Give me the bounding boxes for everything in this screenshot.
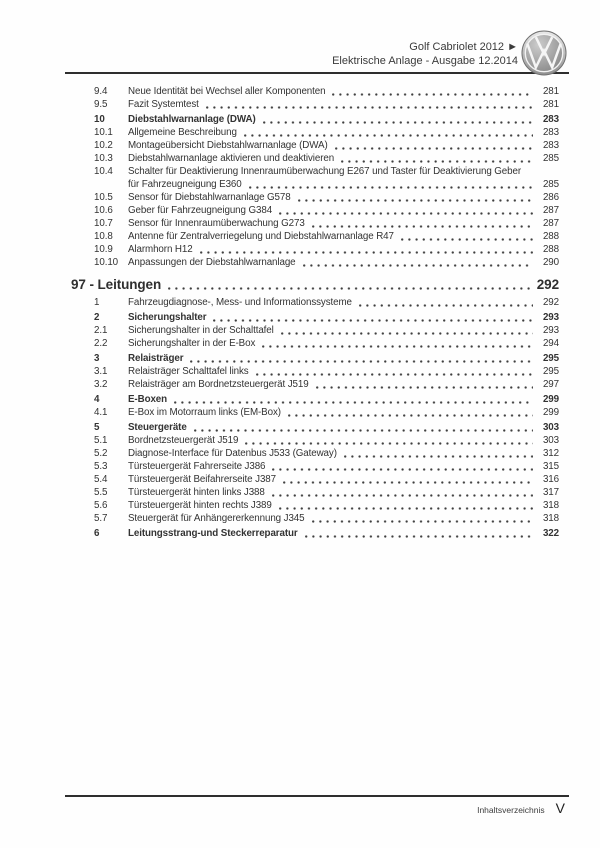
page-number: 287 bbox=[542, 218, 559, 229]
entry-number: 10.3 bbox=[94, 153, 113, 164]
dot-leader bbox=[263, 121, 533, 124]
entry-body bbox=[128, 527, 559, 540]
dot-leader bbox=[288, 414, 533, 417]
entry-number: 5 bbox=[94, 422, 100, 433]
toc-entry bbox=[65, 393, 570, 406]
entry-body bbox=[128, 126, 559, 139]
entry-number: 9.4 bbox=[94, 86, 108, 97]
entry-body bbox=[128, 217, 559, 230]
entry-title: Sensor für Diebstahlwarnanlage G578 bbox=[128, 192, 291, 203]
toc-entry bbox=[65, 460, 570, 473]
toc-entry bbox=[65, 447, 570, 460]
page-number: 303 bbox=[542, 435, 559, 446]
entry-number: 3.2 bbox=[94, 379, 108, 390]
entry-title: Türsteuergerät Beifahrerseite J387 bbox=[128, 474, 276, 485]
entry-body bbox=[128, 139, 559, 152]
entry-body bbox=[128, 406, 559, 419]
dot-leader bbox=[194, 429, 533, 432]
toc-entry bbox=[65, 337, 570, 350]
toc-entry bbox=[65, 406, 570, 419]
page-number: 292 bbox=[536, 277, 559, 292]
dot-leader bbox=[279, 507, 533, 510]
entry-number: 6 bbox=[94, 528, 100, 539]
page-number: 283 bbox=[542, 127, 559, 138]
page-number: 295 bbox=[542, 353, 559, 364]
dot-leader bbox=[200, 251, 533, 254]
dot-leader bbox=[341, 160, 533, 163]
toc-entry bbox=[65, 113, 570, 126]
toc-entry bbox=[65, 486, 570, 499]
dot-leader bbox=[303, 264, 533, 267]
footer-page-number: V bbox=[555, 800, 565, 816]
toc-entry bbox=[65, 126, 570, 139]
manual-edition: Elektrische Anlage - Ausgabe 12.2014 bbox=[332, 55, 518, 67]
entry-title: Montageübersicht Diebstahlwarnanlage (DWA) bbox=[128, 140, 328, 151]
toc-entry bbox=[65, 256, 570, 269]
footer-divider bbox=[65, 795, 569, 797]
entry-title: Türsteuergerät hinten links J388 bbox=[128, 487, 265, 498]
entry-number: 10 bbox=[94, 114, 105, 125]
page-number: 315 bbox=[542, 461, 559, 472]
entry-body bbox=[128, 393, 559, 406]
entry-title: Fazit Systemtest bbox=[128, 99, 199, 110]
entry-body bbox=[128, 512, 559, 525]
entry-title: Bordnetzsteuergerät J519 bbox=[128, 435, 239, 446]
entry-number: 5.6 bbox=[94, 500, 108, 511]
header-divider bbox=[65, 72, 569, 74]
toc-entry bbox=[65, 311, 570, 324]
dot-leader bbox=[272, 468, 533, 471]
entry-title: Antenne für Zentralverriegelung und Diebstahlwarnanlage R47 bbox=[128, 231, 394, 242]
page-number: 286 bbox=[542, 192, 559, 203]
entry-title: E-Box im Motorraum links (EM-Box) bbox=[128, 407, 281, 418]
page-number: 288 bbox=[542, 244, 559, 255]
entry-title: Sensor für Innenraumüberwachung G273 bbox=[128, 218, 305, 229]
toc-entry bbox=[65, 98, 570, 111]
page-number: 303 bbox=[542, 422, 559, 433]
entry-number: 5.1 bbox=[94, 435, 108, 446]
page-number: 299 bbox=[542, 394, 559, 405]
entry-body bbox=[128, 337, 559, 350]
page-number: 281 bbox=[542, 86, 559, 97]
entry-number: 5.7 bbox=[94, 513, 108, 524]
page-number: 288 bbox=[542, 231, 559, 242]
page-number: 312 bbox=[542, 448, 559, 459]
entry-title: Diebstahlwarnanlage (DWA) bbox=[128, 114, 256, 125]
page-number: 285 bbox=[542, 179, 559, 190]
toc-entry bbox=[65, 352, 570, 365]
dot-leader bbox=[256, 373, 533, 376]
dot-leader bbox=[359, 304, 533, 307]
page-header bbox=[332, 40, 518, 68]
page-number: 287 bbox=[542, 205, 559, 216]
entry-title: Alarmhorn H12 bbox=[128, 244, 193, 255]
dot-leader bbox=[168, 287, 533, 290]
dot-leader bbox=[305, 535, 533, 538]
dot-leader bbox=[312, 225, 533, 228]
entry-body bbox=[128, 191, 559, 204]
entry-number: 2.1 bbox=[94, 325, 108, 336]
dot-leader bbox=[190, 360, 533, 363]
entry-title: E-Boxen bbox=[128, 394, 168, 405]
page-number: 322 bbox=[542, 528, 559, 539]
page-number: 292 bbox=[542, 297, 559, 308]
toc-entry bbox=[65, 139, 570, 152]
page-number: 316 bbox=[542, 474, 559, 485]
page-number: 290 bbox=[542, 257, 559, 268]
page-number: 317 bbox=[542, 487, 559, 498]
entry-body bbox=[128, 486, 559, 499]
toc-entry bbox=[65, 243, 570, 256]
entry-body bbox=[128, 152, 559, 165]
entry-body bbox=[128, 473, 559, 486]
entry-body bbox=[128, 499, 559, 512]
entry-number: 4 bbox=[94, 394, 100, 405]
entry-body bbox=[128, 85, 559, 98]
dot-leader bbox=[283, 481, 533, 484]
dot-leader bbox=[281, 332, 533, 335]
toc-entry bbox=[65, 152, 570, 165]
entry-title: Relaisträger bbox=[128, 353, 184, 364]
page-number: 293 bbox=[542, 312, 559, 323]
table-of-contents bbox=[65, 85, 570, 540]
entry-number: 10.2 bbox=[94, 140, 113, 151]
dot-leader bbox=[332, 93, 533, 96]
entry-title: Diagnose-Interface für Datenbus J533 (Gateway) bbox=[128, 448, 337, 459]
entry-number: 10.9 bbox=[94, 244, 113, 255]
footer-label: Inhaltsverzeichnis bbox=[477, 805, 545, 815]
entry-number: 5.2 bbox=[94, 448, 108, 459]
entry-title: Geber für Fahrzeugneigung G384 bbox=[128, 205, 273, 216]
entry-body bbox=[128, 460, 559, 473]
toc-entry bbox=[65, 85, 570, 98]
entry-title: Sicherungshalter bbox=[128, 312, 207, 323]
entry-number: 4.1 bbox=[94, 407, 108, 418]
toc-rows bbox=[65, 85, 570, 540]
entry-body bbox=[128, 230, 559, 243]
entry-number: 9.5 bbox=[94, 99, 108, 110]
entry-title: Türsteuergerät Fahrerseite J386 bbox=[128, 461, 266, 472]
dot-leader bbox=[316, 386, 533, 389]
entry-body bbox=[128, 113, 559, 126]
dot-leader bbox=[174, 401, 533, 404]
toc-entry bbox=[65, 230, 570, 243]
entry-title: Fahrzeugdiagnose-, Mess- und Informationssysteme bbox=[128, 297, 352, 308]
dot-leader bbox=[245, 442, 533, 445]
entry-number: 1 bbox=[94, 297, 100, 308]
entry-title-continuation-line bbox=[128, 178, 559, 191]
entry-body bbox=[128, 434, 559, 447]
dot-leader bbox=[401, 238, 533, 241]
toc-entry bbox=[65, 421, 570, 434]
entry-title: Relaisträger Schalttafel links bbox=[128, 366, 249, 377]
toc-entry bbox=[65, 378, 570, 391]
page-number: 283 bbox=[542, 140, 559, 151]
entry-title: Sicherungshalter in der E-Box bbox=[128, 338, 256, 349]
entry-body bbox=[128, 98, 559, 111]
entry-title: Türsteuergerät hinten rechts J389 bbox=[128, 500, 272, 511]
entry-number: 10.8 bbox=[94, 231, 113, 242]
page-number: 283 bbox=[542, 114, 559, 125]
dot-leader bbox=[272, 494, 533, 497]
entry-title: Anpassungen der Diebstahlwarnanlage bbox=[128, 257, 296, 268]
dot-leader bbox=[213, 319, 533, 322]
dot-leader bbox=[244, 134, 533, 137]
entry-body bbox=[128, 447, 559, 460]
page-number: 318 bbox=[542, 500, 559, 511]
page-number: 281 bbox=[542, 99, 559, 110]
page-number: 297 bbox=[542, 379, 559, 390]
toc-entry bbox=[65, 324, 570, 337]
part-title: 97 - Leitungen bbox=[71, 277, 162, 292]
entry-number: 3.1 bbox=[94, 366, 108, 377]
vw-logo-icon bbox=[521, 30, 567, 76]
dot-leader bbox=[249, 186, 533, 189]
entry-number: 5.5 bbox=[94, 487, 108, 498]
entry-number: 2.2 bbox=[94, 338, 108, 349]
entry-body bbox=[128, 256, 559, 269]
entry-title-continued: für Fahrzeugneigung E360 bbox=[128, 179, 242, 190]
entry-body bbox=[128, 365, 559, 378]
entry-title: Steuergeräte bbox=[128, 422, 187, 433]
entry-number: 10.10 bbox=[94, 257, 119, 268]
entry-number: 10.6 bbox=[94, 205, 113, 216]
entry-body bbox=[128, 243, 559, 256]
entry-number: 2 bbox=[94, 312, 100, 323]
dot-leader bbox=[312, 520, 534, 523]
entry-title: Sicherungshalter in der Schalttafel bbox=[128, 325, 274, 336]
entry-body bbox=[128, 421, 559, 434]
page-number: 318 bbox=[542, 513, 559, 524]
toc-entry bbox=[65, 512, 570, 525]
toc-entry bbox=[65, 527, 570, 540]
entry-number: 10.7 bbox=[94, 218, 113, 229]
dot-leader bbox=[335, 147, 533, 150]
entry-title: Allgemeine Beschreibung bbox=[128, 127, 237, 138]
toc-entry bbox=[65, 204, 570, 217]
entry-body bbox=[128, 296, 559, 309]
entry-title: Schalter für Deaktivierung Innenraumüberwachung E267 und Taster für Deaktivierung Geber bbox=[128, 166, 522, 177]
entry-number: 5.4 bbox=[94, 474, 108, 485]
toc-entry bbox=[65, 217, 570, 230]
entry-body bbox=[128, 324, 559, 337]
entry-body bbox=[128, 378, 559, 391]
entry-body bbox=[128, 311, 559, 324]
entry-number: 10.4 bbox=[94, 166, 113, 177]
page-number: 293 bbox=[542, 325, 559, 336]
dot-leader bbox=[262, 345, 533, 348]
entry-body bbox=[128, 352, 559, 365]
toc-entry bbox=[65, 499, 570, 512]
model-title: Golf Cabriolet 2012 ► bbox=[409, 41, 518, 53]
dot-leader bbox=[206, 106, 533, 109]
dot-leader bbox=[344, 455, 533, 458]
entry-number: 10.1 bbox=[94, 127, 113, 138]
entry-number: 10.5 bbox=[94, 192, 113, 203]
entry-body bbox=[128, 204, 559, 217]
entry-body bbox=[128, 165, 559, 191]
entry-title: Leitungsstrang-und Steckerreparatur bbox=[128, 528, 298, 539]
entry-title: Neue Identität bei Wechsel aller Komponenten bbox=[128, 86, 326, 97]
page-number: 299 bbox=[542, 407, 559, 418]
toc-entry bbox=[65, 296, 570, 309]
dot-leader bbox=[279, 212, 533, 215]
toc-entry bbox=[65, 191, 570, 204]
toc-entry bbox=[65, 165, 570, 191]
dot-leader bbox=[298, 199, 533, 202]
toc-entry bbox=[65, 365, 570, 378]
entry-number: 3 bbox=[94, 353, 100, 364]
entry-number: 5.3 bbox=[94, 461, 108, 472]
entry-title: Relaisträger am Bordnetzsteuergerät J519 bbox=[128, 379, 309, 390]
entry-title: Diebstahlwarnanlage aktivieren und deaktivieren bbox=[128, 153, 335, 164]
entry-title: Steuergerät für Anhängererkennung J345 bbox=[128, 513, 305, 524]
page-number: 285 bbox=[542, 153, 559, 164]
page-number: 295 bbox=[542, 366, 559, 377]
toc-entry bbox=[65, 473, 570, 486]
toc-part-heading bbox=[65, 276, 570, 293]
page-footer bbox=[477, 800, 565, 816]
toc-entry bbox=[65, 434, 570, 447]
page-number: 294 bbox=[542, 338, 559, 349]
